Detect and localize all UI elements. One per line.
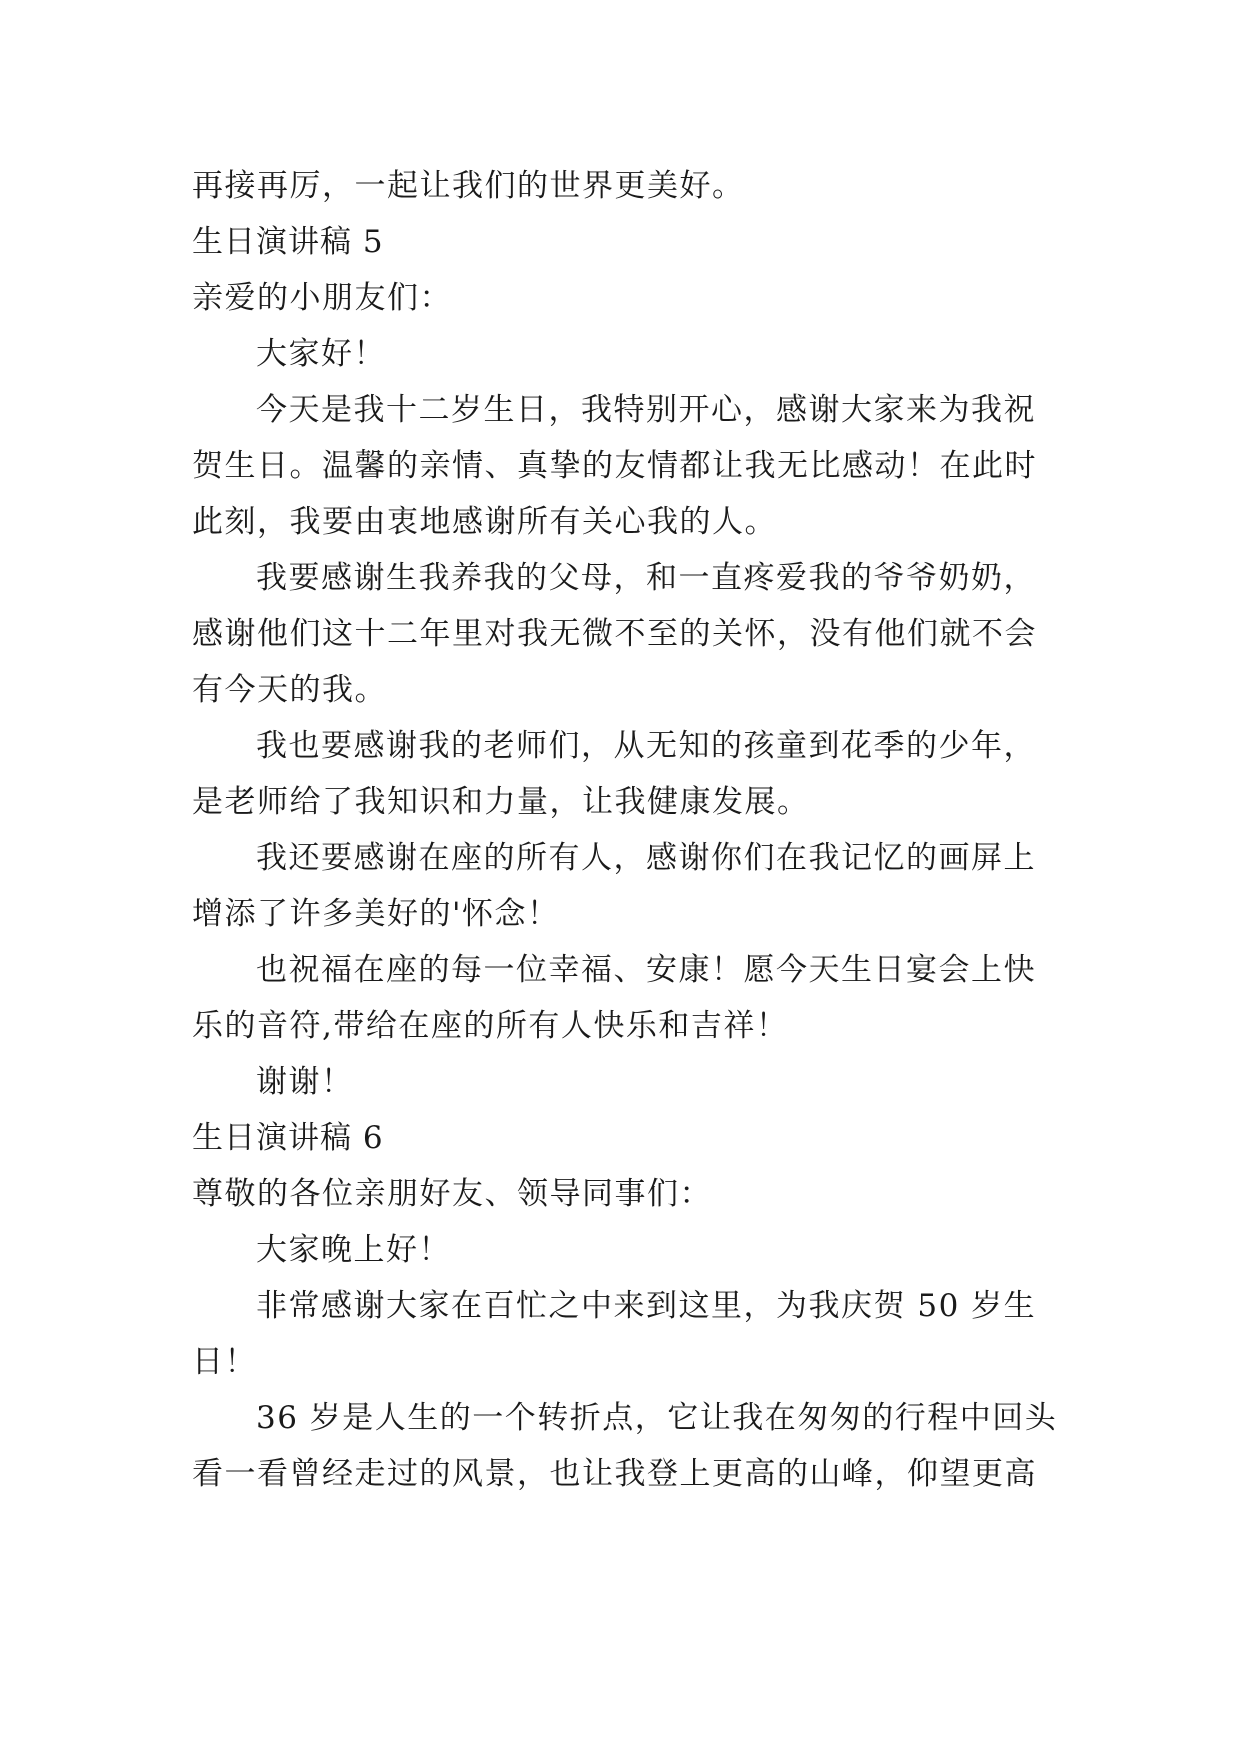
text-line: 再接再厉，一起让我们的世界更美好。 [192, 168, 745, 204]
paragraph-line: 也祝福在座的每一位幸福、安康！愿今天生日宴会上快 [256, 952, 1036, 988]
paragraph-line: 36 岁是人生的一个转折点，它让我在匆匆的行程中回头 [256, 1400, 1058, 1436]
paragraph-line: 看一看曾经走过的风景，也让我登上更高的山峰，仰望更高 [192, 1456, 1037, 1492]
greeting: 大家晚上好！ [256, 1232, 451, 1268]
paragraph-line: 乐的音符,带给在座的所有人快乐和吉祥！ [192, 1008, 789, 1044]
paragraph-line: 今天是我十二岁生日，我特别开心，感谢大家来为我祝 [256, 392, 1036, 428]
document-body [192, 158, 1058, 1502]
salutation: 亲爱的小朋友们： [192, 280, 452, 316]
paragraph-line: 非常感谢大家在百忙之中来到这里，为我庆贺 50 岁生 [256, 1288, 1037, 1324]
section-heading: 生日演讲稿 5 [192, 224, 384, 260]
salutation: 尊敬的各位亲朋好友、领导同事们： [192, 1176, 712, 1212]
paragraph-line: 我要感谢生我养我的父母，和一直疼爱我的爷爷奶奶， [256, 560, 1036, 596]
paragraph-line: 贺生日。温馨的亲情、真挚的友情都让我无比感动！在此时 [192, 448, 1037, 484]
closing-thanks: 谢谢！ [256, 1064, 354, 1100]
paragraph-line: 我也要感谢我的老师们，从无知的孩童到花季的少年， [256, 728, 1036, 764]
paragraph-line: 有今天的我。 [192, 672, 387, 708]
paragraph-line: 是老师给了我知识和力量，让我健康发展。 [192, 784, 810, 820]
paragraph-line: 我还要感谢在座的所有人，感谢你们在我记忆的画屏上 [256, 840, 1036, 876]
paragraph-line: 此刻，我要由衷地感谢所有关心我的人。 [192, 504, 777, 540]
paragraph-line: 感谢他们这十二年里对我无微不至的关怀，没有他们就不会 [192, 616, 1037, 652]
section-heading: 生日演讲稿 6 [192, 1120, 384, 1156]
greeting: 大家好！ [256, 336, 386, 372]
paragraph-line: 日！ [192, 1344, 257, 1380]
paragraph-line: 增添了许多美好的'怀念！ [192, 896, 560, 932]
